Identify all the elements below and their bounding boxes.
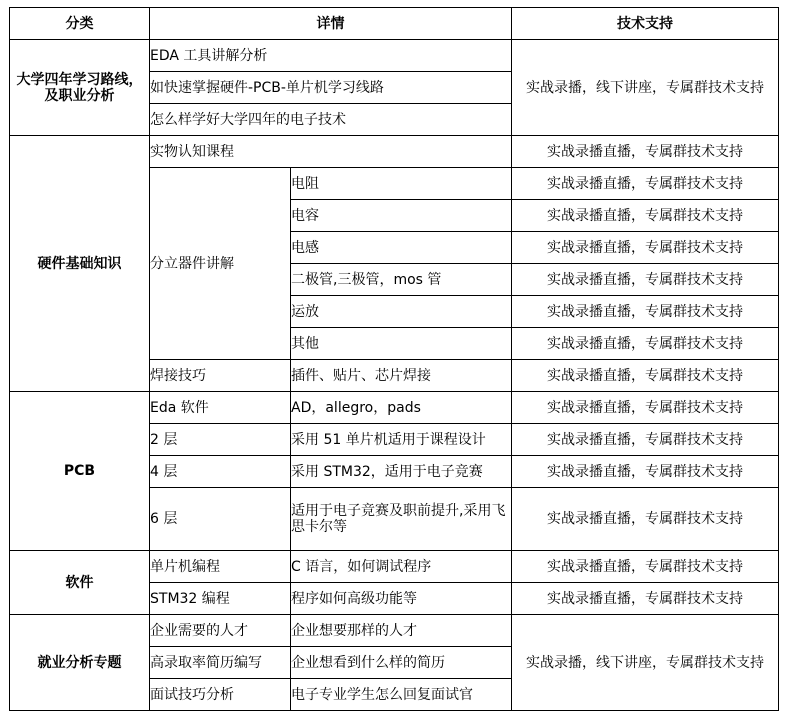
- detail-cell: 焊接技巧: [150, 360, 291, 392]
- table-row: [10, 136, 779, 168]
- support-cell: 实战录播直播，专属群技术支持: [512, 232, 779, 264]
- detail-cell: STM32 编程: [150, 583, 291, 615]
- detail-cell: 采用 STM32，适用于电子竞赛: [291, 456, 512, 488]
- table-row: [10, 615, 779, 647]
- support-cell: 实战录播直播，专属群技术支持: [512, 551, 779, 583]
- table-row: [10, 40, 779, 72]
- component-cell: 电容: [291, 200, 512, 232]
- detail-cell: 插件、贴片、芯片焊接: [291, 360, 512, 392]
- subgroup-discrete-components: 分立器件讲解: [150, 168, 291, 360]
- detail-cell: 6 层: [150, 488, 291, 551]
- support-cell: 实战录播直播，专属群技术支持: [512, 136, 779, 168]
- support-cell: 实战录播直播，专属群技术支持: [512, 392, 779, 424]
- detail-cell: 企业想要那样的人才: [291, 615, 512, 647]
- detail-cell: 实物认知课程: [150, 136, 512, 168]
- detail-cell: 怎么样学好大学四年的电子技术: [150, 104, 512, 136]
- detail-cell: 采用 51 单片机适用于课程设计: [291, 424, 512, 456]
- category-employment: 就业分析专题: [10, 615, 150, 711]
- detail-cell: Eda 软件: [150, 392, 291, 424]
- support-cell: 实战录播直播，专属群技术支持: [512, 583, 779, 615]
- detail-cell: 电子专业学生怎么回复面试官: [291, 679, 512, 711]
- support-cell: 实战录播直播，专属群技术支持: [512, 456, 779, 488]
- support-cell: 实战录播直播，专属群技术支持: [512, 168, 779, 200]
- detail-cell: AD，allegro，pads: [291, 392, 512, 424]
- detail-cell: 如快速掌握硬件-PCB-单片机学习线路: [150, 72, 512, 104]
- support-cell: 实战录播直播，专属群技术支持: [512, 200, 779, 232]
- detail-cell: 单片机编程: [150, 551, 291, 583]
- category-pcb: PCB: [10, 392, 150, 551]
- detail-cell: 企业想看到什么样的简历: [291, 647, 512, 679]
- detail-cell: 面试技巧分析: [150, 679, 291, 711]
- detail-cell: EDA 工具讲解分析: [150, 40, 512, 72]
- detail-cell: 2 层: [150, 424, 291, 456]
- support-cell: 实战录播直播，专属群技术支持: [512, 328, 779, 360]
- support-cell: 实战录播直播，专属群技术支持: [512, 360, 779, 392]
- support-cell: 实战录播直播，专属群技术支持: [512, 488, 779, 551]
- table-row: [10, 551, 779, 583]
- detail-cell: C 语言，如何调试程序: [291, 551, 512, 583]
- component-cell: 电阻: [291, 168, 512, 200]
- header-row: [10, 8, 779, 40]
- header-support: 技术支持: [512, 8, 779, 40]
- support-cell: 实战录播，线下讲座，专属群技术支持: [512, 615, 779, 711]
- support-cell: 实战录播，线下讲座，专属群技术支持: [512, 40, 779, 136]
- support-cell: 实战录播直播，专属群技术支持: [512, 424, 779, 456]
- table-row: [10, 392, 779, 424]
- detail-cell: 程序如何高级功能等: [291, 583, 512, 615]
- category-hardware: 硬件基础知识: [10, 136, 150, 392]
- header-category: 分类: [10, 8, 150, 40]
- detail-cell: 高录取率简历编写: [150, 647, 291, 679]
- support-cell: 实战录播直播，专属群技术支持: [512, 264, 779, 296]
- category-study-route: 大学四年学习路线，及职业分析: [10, 40, 150, 136]
- category-software: 软件: [10, 551, 150, 615]
- detail-cell: 适用于电子竞赛及职前提升,采用飞思卡尔等: [291, 488, 512, 551]
- component-cell: 二极管,三极管，mos 管: [291, 264, 512, 296]
- component-cell: 其他: [291, 328, 512, 360]
- header-details: 详情: [150, 8, 512, 40]
- support-cell: 实战录播直播，专属群技术支持: [512, 296, 779, 328]
- component-cell: 运放: [291, 296, 512, 328]
- component-cell: 电感: [291, 232, 512, 264]
- detail-cell: 4 层: [150, 456, 291, 488]
- course-table: [9, 7, 779, 711]
- detail-cell: 企业需要的人才: [150, 615, 291, 647]
